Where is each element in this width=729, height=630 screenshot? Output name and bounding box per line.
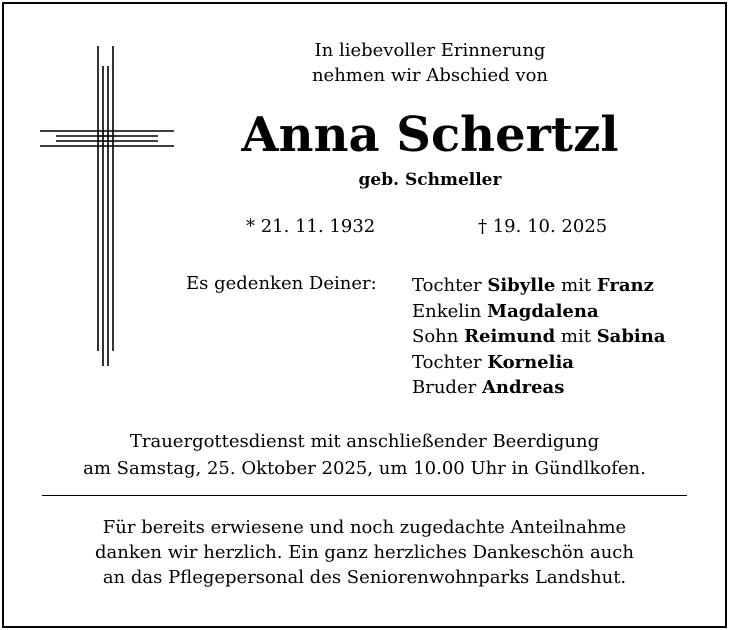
mourner-relation: Tochter xyxy=(412,351,482,373)
mourner-relation: Tochter xyxy=(412,275,482,296)
mourner-join: mit xyxy=(560,326,591,347)
mourner-entry xyxy=(412,375,666,401)
thanks-line-1: Für bereits erwiesene und noch zugedachte Anteilnahme xyxy=(102,517,627,538)
mourner-name: Magdalena xyxy=(487,300,599,322)
mourner-entry xyxy=(412,299,666,325)
mourner-relation: Bruder xyxy=(412,377,477,398)
mourner-name: Andreas xyxy=(481,377,565,398)
mourner-name: Sibylle xyxy=(487,275,556,296)
mourners-label: Es gedenken Deiner: xyxy=(186,273,377,294)
thanks-line-2: danken wir herzlich. Ein ganz herzliches Dankeschön auch xyxy=(95,542,634,563)
mourner-entry xyxy=(412,273,666,299)
intro-line-2: nehmen wir Abschied von xyxy=(311,65,549,86)
divider xyxy=(42,495,687,496)
thanks-line-3: an das Pflegepersonal des Seniorenwohnparks Landshut. xyxy=(102,567,627,588)
death-date: † 19. 10. 2025 xyxy=(478,216,608,237)
thanks-text xyxy=(0,515,729,590)
deceased-name: Anna Schertzl xyxy=(241,107,619,163)
mourner-partner-name: Sabina xyxy=(596,326,666,347)
mourners-list xyxy=(412,273,666,401)
service-line-1: Trauergottesdienst mit anschließender Beerdigung xyxy=(129,431,600,452)
mourner-join: mit xyxy=(561,275,592,296)
mourner-name: Reimund xyxy=(464,326,556,347)
mourner-partner-name: Franz xyxy=(596,275,654,296)
mourner-relation: Sohn xyxy=(412,326,459,347)
service-line-2: am Samstag, 25. Oktober 2025, um 10.00 Uhr in Gündlkofen. xyxy=(83,458,646,479)
mourner-relation: Enkelin xyxy=(412,300,482,322)
mourner-entry xyxy=(412,350,666,376)
intro-line-1: In liebevoller Erinnerung xyxy=(314,40,546,61)
cross-icon xyxy=(40,46,174,366)
mourner-entry xyxy=(412,324,666,350)
mourner-name: Kornelia xyxy=(487,351,574,373)
intro-text xyxy=(170,38,690,88)
birth-date: * 21. 11. 1932 xyxy=(246,216,376,237)
born-name: geb. Schmeller xyxy=(358,170,502,190)
service-text xyxy=(0,428,729,482)
